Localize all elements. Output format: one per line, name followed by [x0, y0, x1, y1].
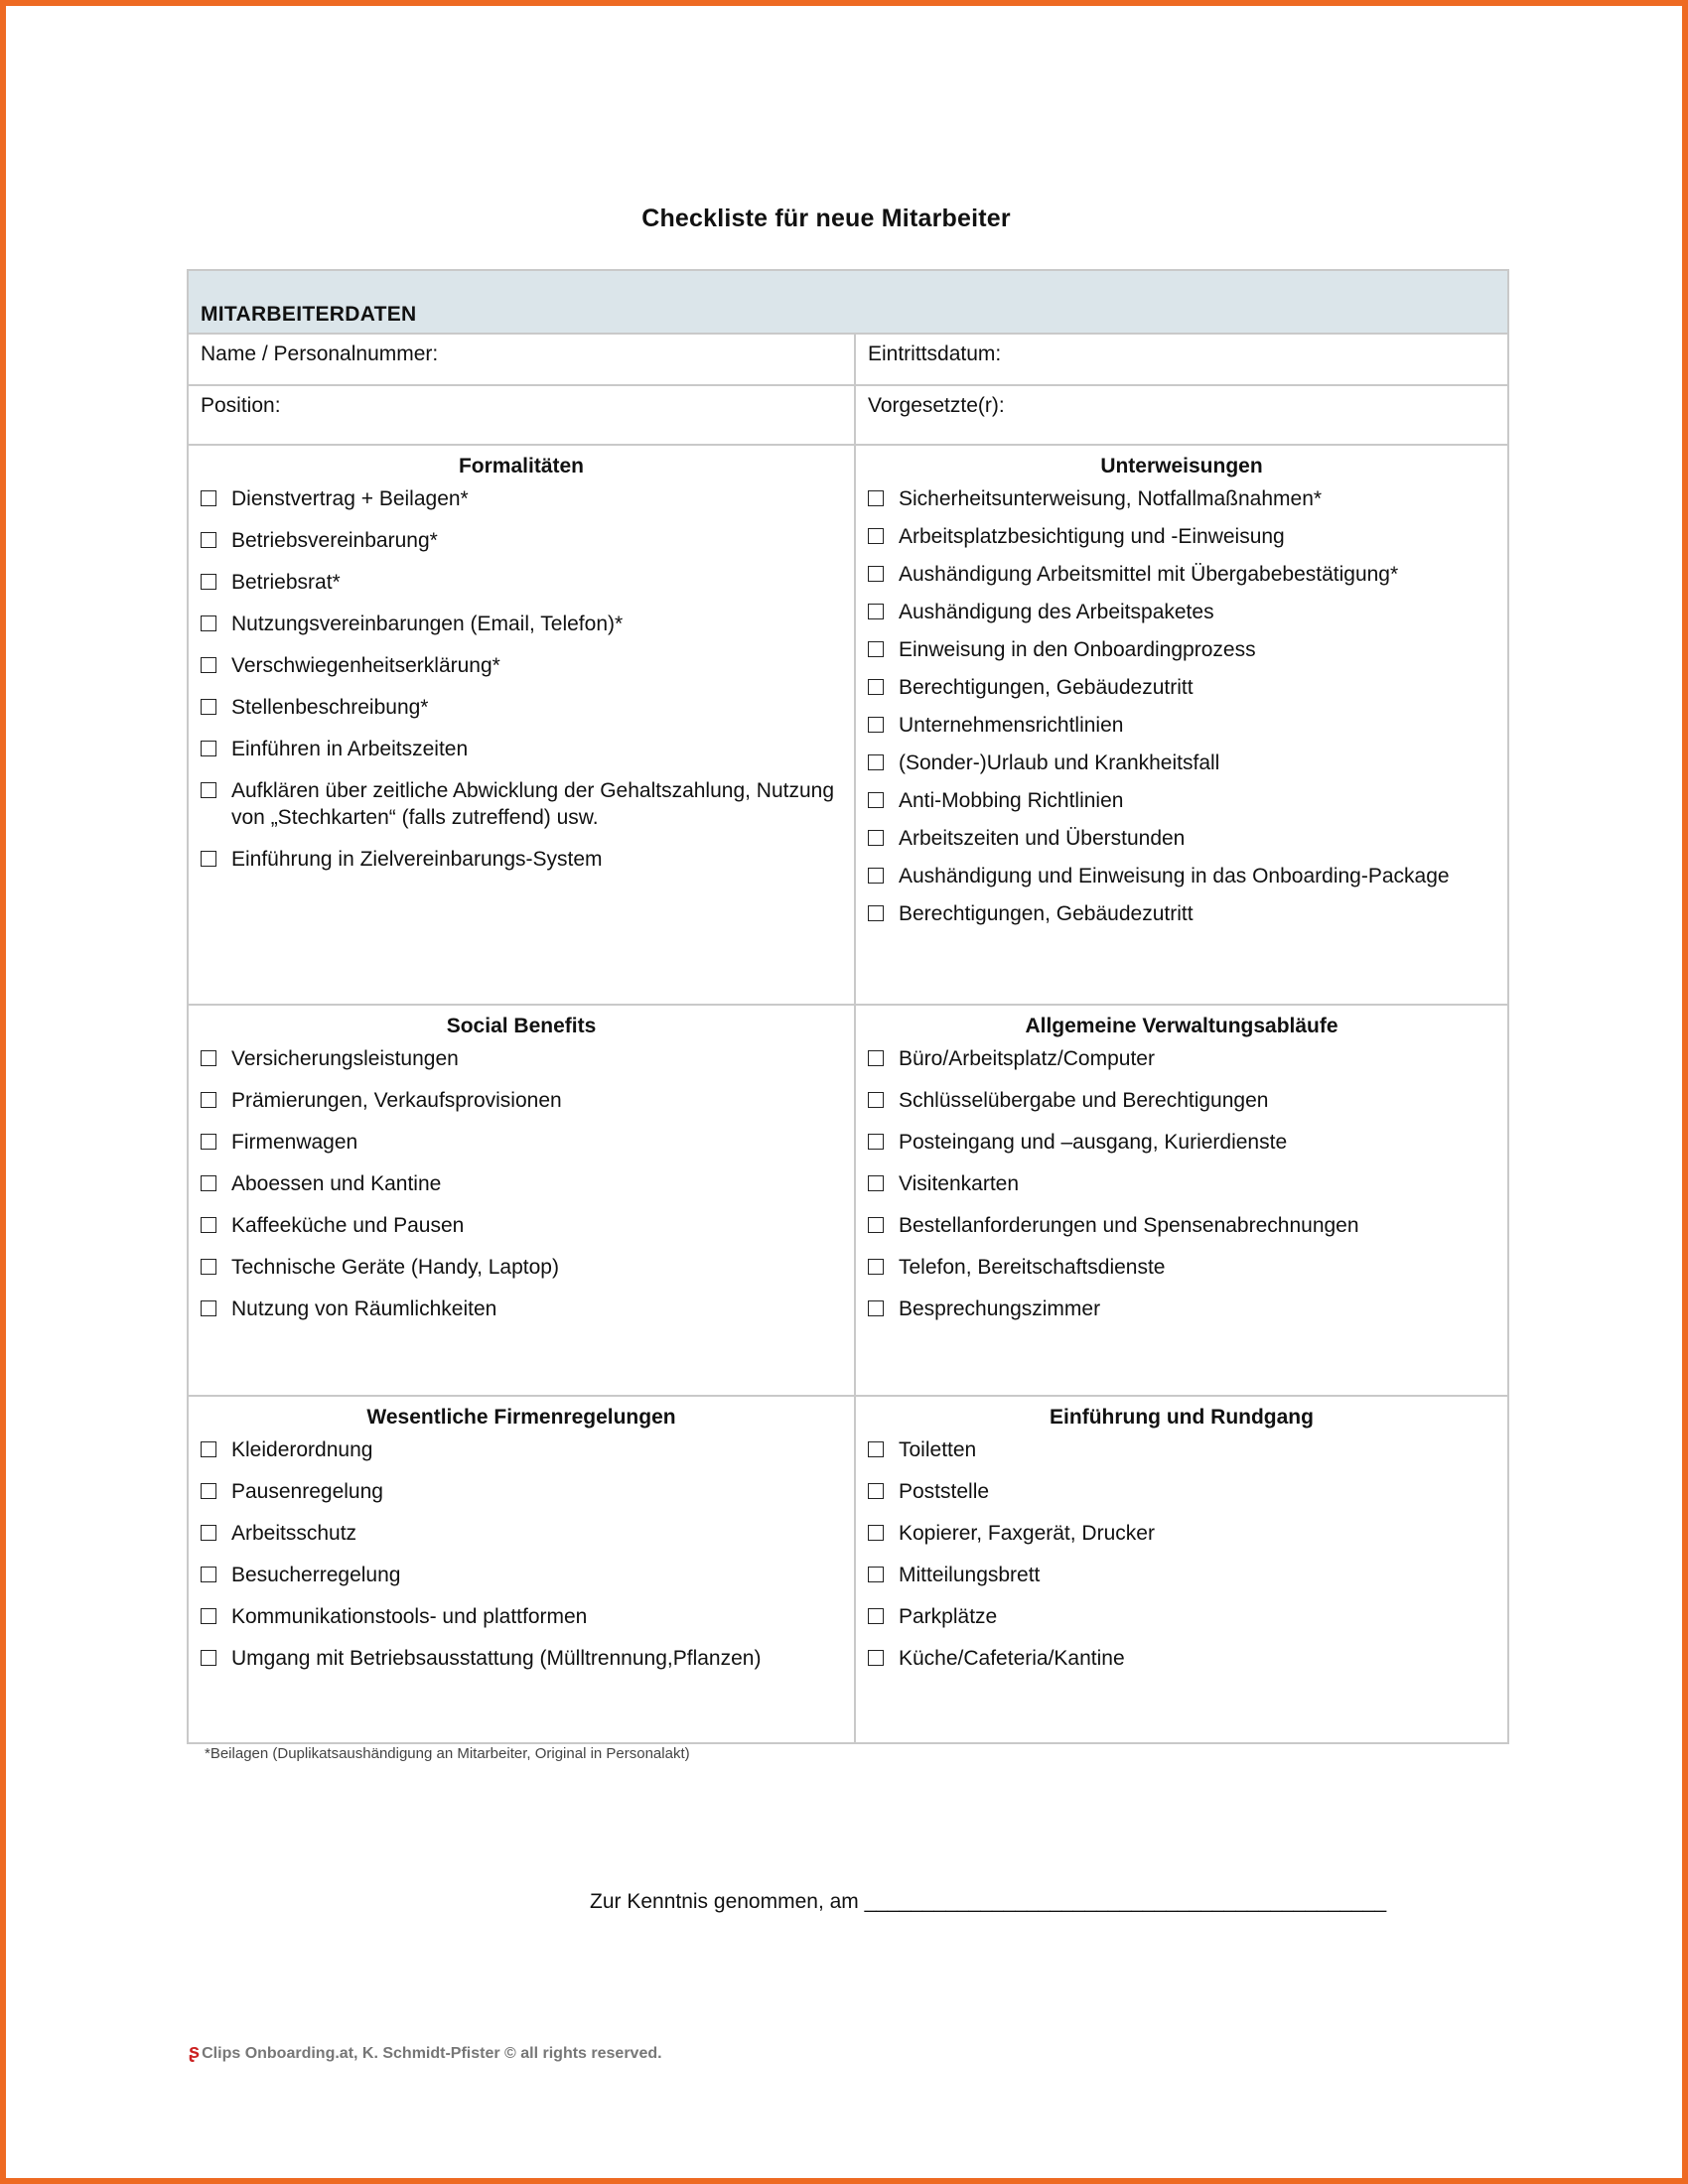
- checklist-item-label: Berechtigungen, Gebäudezutritt: [899, 676, 1194, 699]
- checklist-item-label: Technische Geräte (Handy, Laptop): [231, 1256, 559, 1279]
- checkbox[interactable]: [868, 1259, 884, 1275]
- checklist-item-label: Telefon, Bereitschaftsdienste: [899, 1256, 1166, 1279]
- checkbox[interactable]: [201, 1050, 216, 1066]
- checklist-item-label: Arbeitszeiten und Überstunden: [899, 827, 1186, 850]
- copyright-text: Clips Onboarding.at, K. Schmidt-Pfister © all rights reserved.: [202, 2045, 662, 2062]
- checkbox[interactable]: [868, 1525, 884, 1541]
- checkbox[interactable]: [201, 782, 216, 798]
- checklist-item-label: Einführen in Arbeitszeiten: [231, 738, 469, 760]
- checklist-item: [856, 1087, 1507, 1114]
- checklist-item-label: Aufklären über zeitliche Abwicklung der Gehaltszahlung, Nutzung von „Stechkarten“ (falls zutreffend) usw.: [231, 779, 835, 829]
- field-row-2: [189, 386, 1507, 446]
- section-row-2: [189, 1006, 1507, 1397]
- checkbox[interactable]: [868, 1650, 884, 1666]
- section-header-employee-data: [189, 271, 1507, 335]
- checklist-item-label: Einführung in Zielvereinbarungs-System: [231, 848, 603, 871]
- checklist-item: [856, 599, 1507, 625]
- checklist-item-label: Arbeitsschutz: [231, 1522, 357, 1545]
- checkbox[interactable]: [868, 905, 884, 921]
- checklist-item: [189, 846, 854, 873]
- checklist-item-label: Poststelle: [899, 1480, 990, 1503]
- checklist-item-label: Büro/Arbeitsplatz/Computer: [899, 1047, 1155, 1070]
- section-title: Formalitäten: [458, 455, 585, 478]
- checklist-item-label: Betriebsvereinbarung*: [231, 529, 438, 552]
- checkbox[interactable]: [868, 717, 884, 733]
- checkbox[interactable]: [201, 1441, 216, 1457]
- checklist-item-label: Parkplätze: [899, 1605, 998, 1628]
- checklist-item: [856, 1478, 1507, 1505]
- checklist-item: [856, 1562, 1507, 1588]
- name-field[interactable]: [189, 335, 856, 384]
- checklist-item-label: Betriebsrat*: [231, 571, 341, 594]
- checklist-item: [856, 523, 1507, 550]
- checklist-item: [856, 561, 1507, 588]
- checkbox[interactable]: [201, 657, 216, 673]
- checklist-item: [856, 825, 1507, 852]
- checklist-item-label: Sicherheitsunterweisung, Notfallmaßnahmen*: [899, 487, 1323, 510]
- checklist-item-label: Arbeitsplatzbesichtigung und -Einweisung: [899, 525, 1285, 548]
- checkbox[interactable]: [868, 604, 884, 619]
- checklist-item: [189, 569, 854, 596]
- section-title: Einführung und Rundgang: [1050, 1406, 1314, 1429]
- checkbox[interactable]: [201, 1217, 216, 1233]
- checklist-item: [856, 636, 1507, 663]
- checklist-item-label: Firmenwagen: [231, 1131, 358, 1154]
- checkbox[interactable]: [868, 1175, 884, 1191]
- checklist-item: [189, 1436, 854, 1463]
- checkbox[interactable]: [201, 574, 216, 590]
- checklist-item: [189, 485, 854, 512]
- checkbox[interactable]: [868, 1217, 884, 1233]
- checkbox[interactable]: [868, 830, 884, 846]
- checklist-item: [189, 1296, 854, 1322]
- checklist-item-label: Verschwiegenheitserklärung*: [231, 654, 500, 677]
- checklist-item-label: Anti-Mobbing Richtlinien: [899, 789, 1124, 812]
- section-administration: [856, 1006, 1507, 1395]
- checklist-item-label: Schlüsselübergabe und Berechtigungen: [899, 1089, 1269, 1112]
- checkbox[interactable]: [201, 490, 216, 506]
- copyright-notice: [189, 2041, 662, 2064]
- section-tour: [856, 1397, 1507, 1742]
- checkbox[interactable]: [201, 1650, 216, 1666]
- checkbox[interactable]: [868, 754, 884, 770]
- checklist-item-label: Berechtigungen, Gebäudezutritt: [899, 902, 1194, 925]
- section-company-rules: [189, 1397, 856, 1742]
- checklist-item-label: Prämierungen, Verkaufsprovisionen: [231, 1089, 562, 1112]
- checklist-item-label: Besprechungszimmer: [899, 1297, 1101, 1320]
- checklist-item: [856, 1520, 1507, 1547]
- checklist-item-label: Aushändigung und Einweisung in das Onboarding-Package: [899, 865, 1450, 887]
- checklist-item: [189, 1520, 854, 1547]
- checklist-item-label: Kommunikationstools- und plattformen: [231, 1605, 588, 1628]
- checklist-item: [856, 1296, 1507, 1322]
- checklist-item-label: Pausenregelung: [231, 1480, 383, 1503]
- section-row-3: [189, 1397, 1507, 1742]
- checkbox[interactable]: [201, 1483, 216, 1499]
- checklist-item: [189, 652, 854, 679]
- checklist-item: [856, 1603, 1507, 1630]
- checklist-item-label: Umgang mit Betriebsausstattung (Mülltrennung,Pflanzen): [231, 1647, 762, 1670]
- supervisor-field-label: Vorgesetzte(r):: [868, 394, 1005, 417]
- checklist-item: [856, 1212, 1507, 1239]
- checkbox[interactable]: [868, 566, 884, 582]
- checklist-item: [856, 863, 1507, 889]
- checkbox[interactable]: [201, 851, 216, 867]
- checkbox[interactable]: [201, 532, 216, 548]
- checklist-item-label: (Sonder-)Urlaub und Krankheitsfall: [899, 751, 1220, 774]
- checklist-item: [189, 1478, 854, 1505]
- checklist-item: [189, 1212, 854, 1239]
- checkbox[interactable]: [201, 1134, 216, 1150]
- header-label: MITARBEITERDATEN: [201, 303, 417, 326]
- entry-date-field-label: Eintrittsdatum:: [868, 342, 1002, 365]
- checkbox[interactable]: [201, 1092, 216, 1108]
- checklist-item-label: Aushändigung des Arbeitspaketes: [899, 601, 1214, 623]
- checklist-item: [189, 527, 854, 554]
- checklist-item: [189, 1045, 854, 1072]
- checkbox[interactable]: [201, 699, 216, 715]
- section-title: Allgemeine Verwaltungsabläufe: [1025, 1015, 1338, 1037]
- checklist-item-label: Posteingang und –ausgang, Kurierdienste: [899, 1131, 1288, 1154]
- supervisor-field[interactable]: [856, 386, 1507, 444]
- checklist-item: [189, 1645, 854, 1672]
- checkbox[interactable]: [868, 641, 884, 657]
- checklist-item: [189, 736, 854, 762]
- checklist-item-label: Versicherungsleistungen: [231, 1047, 459, 1070]
- checklist-item: [189, 1170, 854, 1197]
- checkbox[interactable]: [868, 792, 884, 808]
- checkbox[interactable]: [868, 1441, 884, 1457]
- checklist-item: [856, 750, 1507, 776]
- checklist-item: [856, 485, 1507, 512]
- checklist-item: [856, 1045, 1507, 1072]
- checkbox[interactable]: [201, 741, 216, 756]
- section-title: Wesentliche Firmenregelungen: [366, 1406, 676, 1429]
- checkbox[interactable]: [868, 490, 884, 506]
- entry-date-field[interactable]: [856, 335, 1507, 384]
- checklist-item-label: Toiletten: [899, 1438, 977, 1461]
- checklist-item: [856, 674, 1507, 701]
- checklist-item-label: Dienstvertrag + Beilagen*: [231, 487, 469, 510]
- section-title: Unterweisungen: [1100, 455, 1263, 478]
- field-row-1: [189, 335, 1507, 386]
- checkbox[interactable]: [201, 1525, 216, 1541]
- checklist-item-label: Kaffeeküche und Pausen: [231, 1214, 465, 1237]
- checklist-item: [189, 1603, 854, 1630]
- checklist-item-label: Küche/Cafeteria/Kantine: [899, 1647, 1125, 1670]
- section-instructions: [856, 446, 1507, 1004]
- checklist-item: [189, 1254, 854, 1281]
- checklist-item-label: Bestellanforderungen und Spensenabrechnungen: [899, 1214, 1359, 1237]
- checklist-item-label: Kleiderordnung: [231, 1438, 373, 1461]
- checklist-item: [189, 1129, 854, 1156]
- checklist-item: [189, 1087, 854, 1114]
- checklist-item-label: Besucherregelung: [231, 1564, 401, 1586]
- position-field-label: Position:: [201, 394, 281, 417]
- checkbox[interactable]: [868, 679, 884, 695]
- name-field-label: Name / Personalnummer:: [201, 342, 439, 365]
- checkbox[interactable]: [201, 615, 216, 631]
- checklist-item-label: Visitenkarten: [899, 1172, 1020, 1195]
- checklist-item-label: Aboessen und Kantine: [231, 1172, 442, 1195]
- checklist-item-label: Einweisung in den Onboardingprozess: [899, 638, 1256, 661]
- checkbox[interactable]: [868, 1092, 884, 1108]
- acknowledgement-line[interactable]: Zur Kenntnis genommen, am _____________________________________________: [590, 1890, 1387, 1913]
- checkbox[interactable]: [201, 1567, 216, 1582]
- checklist-item-label: Kopierer, Faxgerät, Drucker: [899, 1522, 1155, 1545]
- checkbox[interactable]: [201, 1175, 216, 1191]
- checklist-item-label: Aushändigung Arbeitsmittel mit Übergabebestätigung*: [899, 563, 1399, 586]
- checklist-item-label: Nutzungsvereinbarungen (Email, Telefon)*: [231, 613, 624, 635]
- checkbox[interactable]: [868, 1134, 884, 1150]
- checkbox[interactable]: [868, 1050, 884, 1066]
- checklist-item: [189, 777, 854, 831]
- checklist-item-label: Mitteilungsbrett: [899, 1564, 1041, 1586]
- checklist-item: [856, 787, 1507, 814]
- section-row-1: [189, 446, 1507, 1006]
- checklist-item-label: Unternehmensrichtlinien: [899, 714, 1124, 737]
- checklist-item: [189, 1562, 854, 1588]
- section-social-benefits: [189, 1006, 856, 1395]
- employee-checklist-form: [187, 269, 1509, 1744]
- checkbox[interactable]: [201, 1608, 216, 1624]
- checkbox[interactable]: [868, 528, 884, 544]
- checklist-item: [856, 1645, 1507, 1672]
- section-formalities: [189, 446, 856, 1004]
- checklist-item: [189, 694, 854, 721]
- checklist-item: [856, 1436, 1507, 1463]
- checklist-item-label: Stellenbeschreibung*: [231, 696, 429, 719]
- checklist-item: [856, 1170, 1507, 1197]
- position-field[interactable]: [189, 386, 856, 444]
- page-title: Checkliste für neue Mitarbeiter: [641, 205, 1011, 232]
- checklist-item-label: Nutzung von Räumlichkeiten: [231, 1297, 497, 1320]
- checkbox[interactable]: [868, 1567, 884, 1582]
- checklist-item: [189, 611, 854, 637]
- checkbox[interactable]: [868, 1300, 884, 1316]
- footnote: *Beilagen (Duplikatsaushändigung an Mitarbeiter, Original in Personalakt): [205, 1745, 690, 1762]
- checkbox[interactable]: [201, 1300, 216, 1316]
- checklist-item: [856, 1129, 1507, 1156]
- checklist-item: [856, 900, 1507, 927]
- checkbox[interactable]: [868, 1608, 884, 1624]
- checkbox[interactable]: [868, 868, 884, 884]
- checklist-item: [856, 1254, 1507, 1281]
- section-title: Social Benefits: [446, 1015, 597, 1037]
- checkbox[interactable]: [201, 1259, 216, 1275]
- checkbox[interactable]: [868, 1483, 884, 1499]
- checklist-item: [856, 712, 1507, 739]
- clips-logo-icon: ʂ: [189, 2041, 201, 2063]
